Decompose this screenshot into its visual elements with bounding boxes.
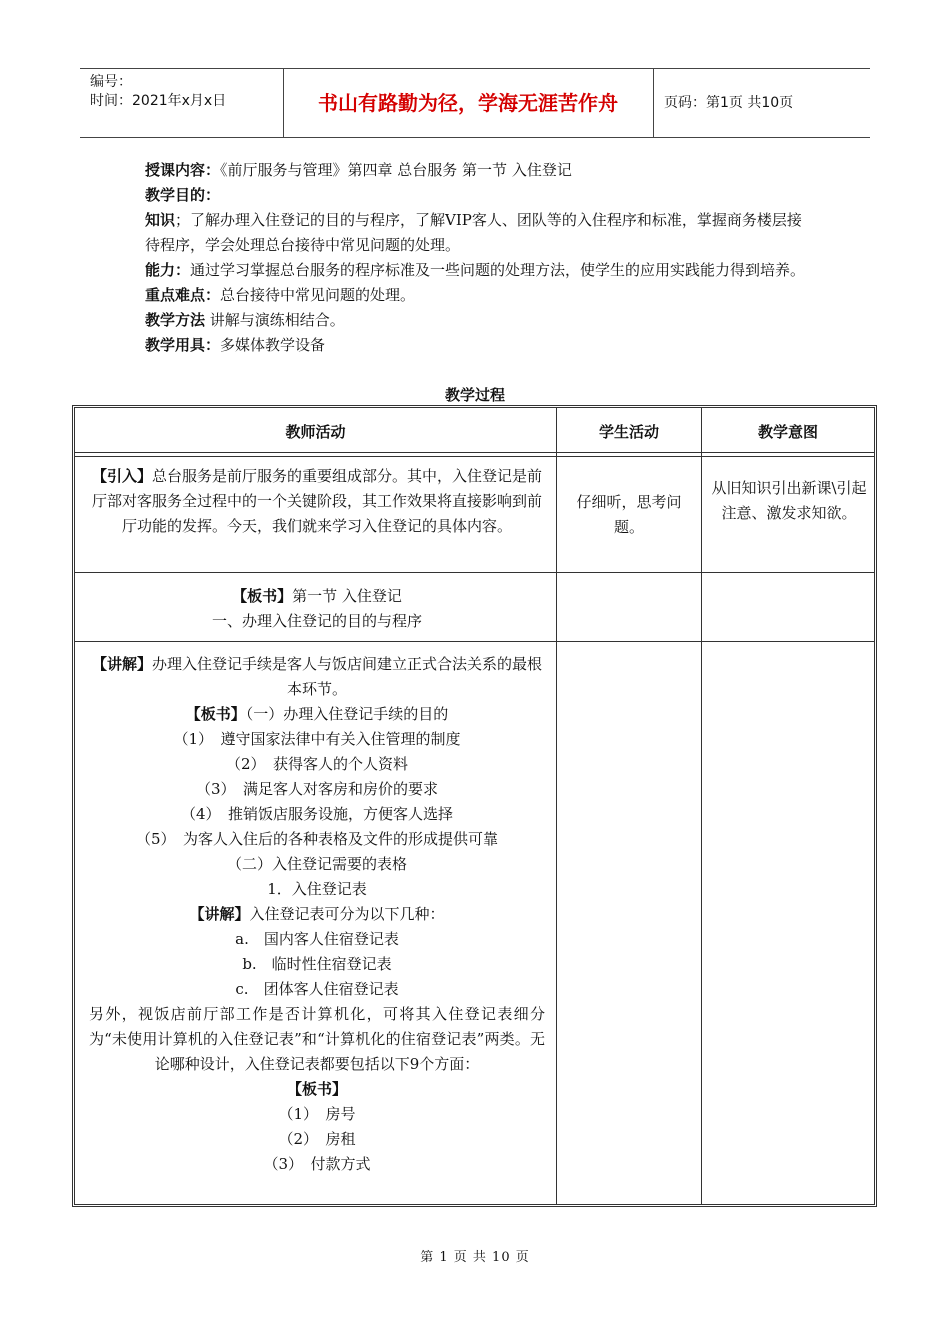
lesson-info (145, 158, 815, 358)
form-type-item: a. 国内客人住宿登记表 (235, 930, 399, 948)
content-label: 授课内容： (145, 161, 221, 179)
motto: 书山有路勤为径，学海无涯苦作舟 (283, 69, 654, 137)
row-divider (75, 641, 874, 642)
explain-tag: 【讲解】 (189, 905, 250, 923)
column-divider (701, 408, 702, 1204)
board-tag: 【板书】 (185, 705, 246, 723)
ability-label: 能力： (145, 261, 191, 279)
registration-note: 另外，视饭店前厅部工作是否计算机化，可将其入住登记表细分为“未使用计算机的入住登记表”和“计算机化的住宿登记表”两类。无论哪种设计，入住登记表都要包括以下9个方面： (89, 1005, 545, 1073)
form-type-item: c. 团体客人住宿登记表 (235, 980, 399, 998)
header-meta (80, 69, 284, 137)
intro-cell (89, 464, 545, 539)
form-field-item: （3） 付款方式 (263, 1155, 371, 1173)
tools-text: 多媒体教学设备 (220, 336, 326, 354)
process-table (72, 405, 877, 1207)
form-title: 1．入住登记表 (267, 880, 367, 898)
purpose-label: 教学目的： (145, 186, 221, 204)
purpose-item: （4） 推销饭店服务设施，方便客人选择 (180, 805, 454, 823)
key-label: 重点难点： (145, 286, 221, 304)
purpose-item: （5） 为客人入住后的各种表格及文件的形成提供可靠 (135, 830, 499, 848)
method-label: 教学方法 (145, 311, 206, 329)
page-number-label: 页码：第1页 共10页 (664, 95, 794, 111)
date-label: 时间：2021年x月x日 (90, 93, 227, 109)
board-section-title (89, 584, 545, 634)
row-divider (75, 452, 874, 453)
explain-text: 入住登记表可分为以下几种： (249, 905, 445, 923)
explain-text: 办理入住登记手续是客人与饭店间建立正式合法关系的最根本环节。 (152, 655, 543, 698)
header-intent: 教学意图 (757, 423, 818, 441)
board-line2: 一、办理入住登记的目的与程序 (211, 612, 422, 630)
purpose-item: （3） 满足客人对客房和房价的要求 (195, 780, 439, 798)
intro-text: 总台服务是前厅服务的重要组成部分。其中，入住登记是前厅部对客服务全过程中的一个关键阶段，其工作效果将直接影响到前厅功能的发挥。今天，我们就来学习入住登记的具体内容。 (91, 467, 543, 535)
ability-text: 通过学习掌握总台服务的程序标准及一些问题的处理方法，使学生的应用实践能力得到培养。 (190, 261, 806, 279)
board-line1: 第一节 入住登记 (292, 587, 402, 605)
board-tag: 【板书】 (232, 587, 293, 605)
header-teacher: 教师活动 (285, 423, 346, 441)
knowledge-text: ；了解办理入住登记的目的与程序，了解VIP客人、团队等的入住程序和标准，掌握商务楼层接待程序，学会处理总台接待中常见问题的处理。 (145, 211, 802, 254)
content-text: 《前厅服务与管理》第四章 总台服务 第一节 入住登记 (220, 161, 572, 179)
form-field-item: （2） 房租 (278, 1130, 356, 1148)
header-student: 学生活动 (598, 423, 659, 441)
forms-heading: （二）入住登记需要的表格 (226, 855, 407, 873)
id-label: 编号： (90, 74, 132, 90)
process-title: 教学过程 (444, 386, 505, 404)
row-divider (75, 456, 874, 457)
page-header (80, 68, 870, 138)
tools-label: 教学用具： (145, 336, 221, 354)
method-text: 讲解与演练相结合。 (205, 311, 345, 329)
student-activity: 仔细听，思考问题。 (576, 493, 682, 536)
lecture-cell (89, 652, 545, 1177)
purpose-item: （1） 遵守国家法律中有关入住管理的制度 (173, 730, 461, 748)
knowledge-label: 知识 (145, 211, 176, 229)
board-text: （一）办理入住登记手续的目的 (245, 705, 449, 723)
purpose-item: （2） 获得客人的个人资料 (225, 755, 409, 773)
board-tag: 【板书】 (286, 1080, 347, 1098)
teaching-intent: 从旧知识引出新课\引起注意、激发求知欲。 (711, 479, 867, 522)
explain-tag: 【讲解】 (91, 655, 152, 673)
form-field-item: （1） 房号 (278, 1105, 356, 1123)
intro-tag: 【引入】 (91, 467, 152, 485)
page-footer: 第 1 页 共 10 页 (420, 1250, 530, 1265)
key-text: 总台接待中常见问题的处理。 (220, 286, 416, 304)
row-divider (75, 572, 874, 573)
column-divider (556, 408, 557, 1204)
form-type-item: b. 临时性住宿登记表 (242, 955, 392, 973)
